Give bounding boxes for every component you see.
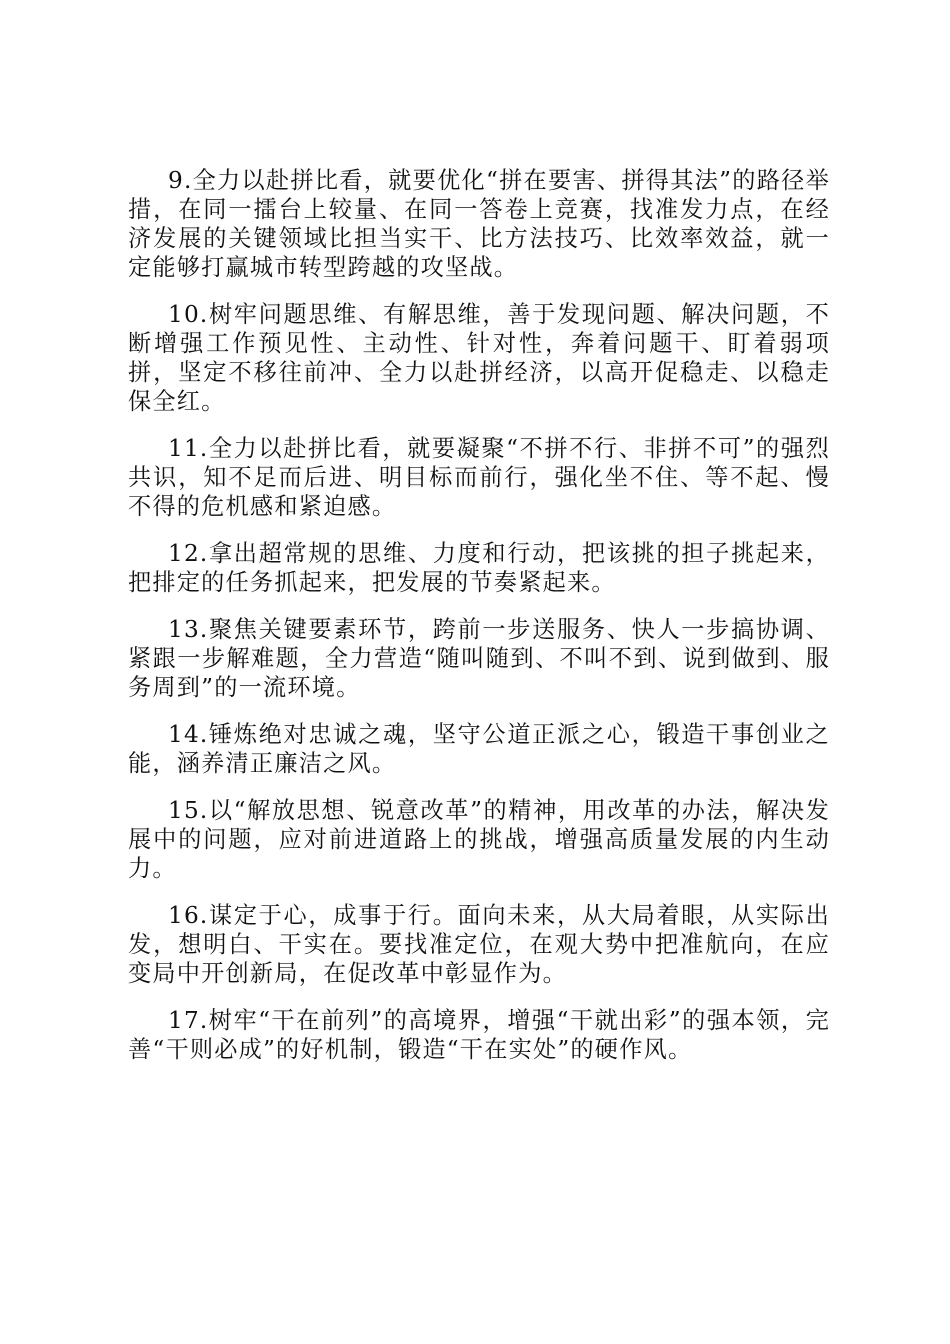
paragraph-17: 17.树牢“干在前列”的高境界，增强“干就出彩”的强本领，完善“干则必成”的好机制，锻造“干在实处”的硬作风。 — [128, 1007, 830, 1063]
paragraph-13: 13.聚焦关键要素环节，跨前一步送服务、快人一步搞协调、紧跟一步解难题，全力营造“随叫随到、不叫不到、说到做到、服务周到”的一流环境。 — [128, 616, 830, 701]
paragraph-11: 11.全力以赴拼比看，就要凝聚“不拼不行、非拼不可”的强烈共识，知不足而后进、明目标而前行，强化坐不住、等不起、慢不得的危机感和紧迫感。 — [128, 435, 830, 520]
paragraph-16: 16.谋定于心，成事于行。面向未来，从大局着眼，从实际出发，想明白、干实在。要找准定位，在观大势中把准航向，在应变局中开创新局，在促改革中彰显作为。 — [128, 902, 830, 987]
paragraph-9: 9.全力以赴拼比看，就要优化“拼在要害、拼得其法”的路径举措，在同一擂台上较量、在同一答卷上竞赛，找准发力点，在经济发展的关键领域比担当实干、比方法技巧、比效率效益，就一定能够打赢城市转型跨越的攻坚战。 — [128, 167, 830, 281]
paragraph-10: 10.树牢问题思维、有解思维，善于发现问题、解决问题，不断增强工作预见性、主动性、针对性，奔着问题干、盯着弱项拼，坚定不移往前冲、全力以赴拼经济，以高开促稳走、以稳走保全红。 — [128, 301, 830, 415]
paragraph-14: 14.锤炼绝对忠诚之魂，坚守公道正派之心，锻造干事创业之能，涵养清正廉洁之风。 — [128, 721, 830, 777]
paragraph-12: 12.拿出超常规的思维、力度和行动，把该挑的担子挑起来，把排定的任务抓起来，把发展的节奏紧起来。 — [128, 540, 830, 596]
document-body — [128, 166, 830, 1082]
paragraph-15: 15.以“解放思想、锐意改革”的精神，用改革的办法，解决发展中的问题，应对前进道路上的挑战，增强高质量发展的内生动力。 — [128, 797, 830, 882]
